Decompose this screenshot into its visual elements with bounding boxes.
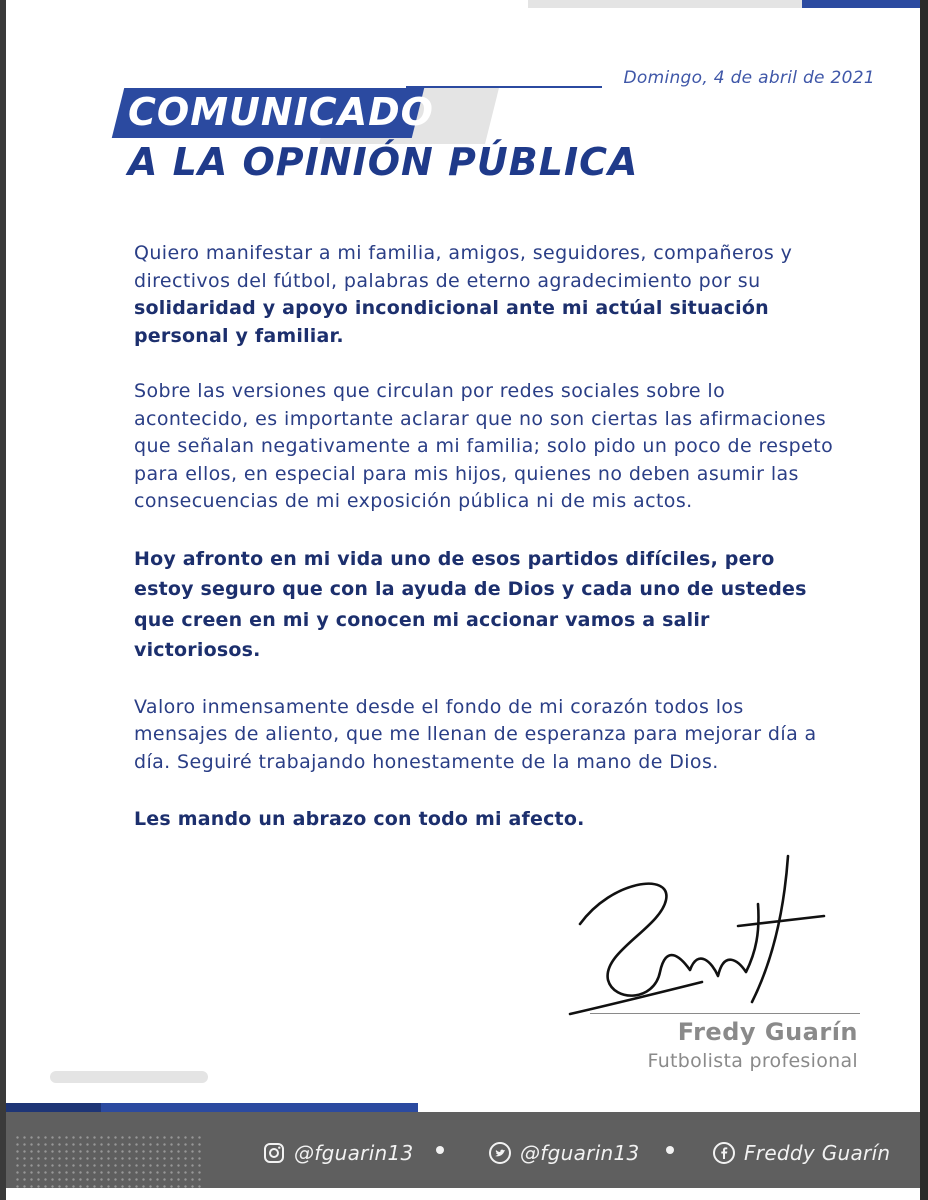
paragraph-1-bold: solidaridad y apoyo incondicional ante mi actúal situación personal y familiar. <box>134 297 769 347</box>
instagram-handle: @fguarin13 <box>294 1141 414 1165</box>
paragraph-1 <box>134 240 834 350</box>
top-decor-blue-bar <box>802 0 920 8</box>
document-date: Domingo, 4 de abril de 2021 <box>623 68 875 88</box>
screen-edge <box>920 0 928 1200</box>
closing-line: Les mando un abrazo con todo mi afecto. <box>134 808 585 830</box>
signature-line <box>590 1013 860 1014</box>
paragraph-1-regular: Quiero manifestar a mi familia, amigos, seguidores, compañeros y directivos del fútbol, palabras de eterno agradecimiento por su <box>134 242 793 292</box>
footer-separator <box>666 1146 674 1154</box>
bottom-decor-blue-bar <box>101 1103 418 1112</box>
dot-pattern <box>14 1134 204 1190</box>
facebook-name: Freddy Guarín <box>744 1141 891 1165</box>
footer-separator <box>436 1146 444 1154</box>
instagram-link[interactable] <box>262 1141 414 1165</box>
instagram-icon <box>262 1141 286 1165</box>
top-decor-grey-bar <box>528 0 802 8</box>
signer-name: Fredy Guarín <box>677 1018 858 1046</box>
twitter-handle: @fguarin13 <box>520 1141 640 1165</box>
twitter-link[interactable] <box>488 1141 640 1165</box>
facebook-link[interactable] <box>712 1141 890 1165</box>
paragraph-2: Sobre las versiones que circulan por redes sociales sobre lo acontecido, es importante aclarar que no son ciertas las afirmaciones que señalan negativamente a mi familia; solo pido un poco de respeto para ellos, en especial para mis hijos, quienes no deben asumir las consecuencias de mi exposición pública ni de mis actos. <box>134 380 834 512</box>
paragraph-4: Valoro inmensamente desde el fondo de mi corazón todos los mensajes de aliento, que me llenan de esperanza para mejorar día a día. Seguiré trabajando honestamente de la mano de Dios. <box>134 695 817 773</box>
statement-body <box>134 240 834 863</box>
twitter-icon <box>488 1141 512 1165</box>
signer-role: Futbolista profesional <box>647 1050 858 1072</box>
page-title: COMUNICADO <box>128 90 434 134</box>
press-release-page <box>6 0 920 1200</box>
bottom-decor-dark-bar <box>6 1103 101 1112</box>
decor-pill <box>50 1071 208 1083</box>
facebook-icon <box>712 1141 736 1165</box>
page-subtitle: A LA OPINIÓN PÚBLICA <box>128 140 639 184</box>
paragraph-3: Hoy afronto en mi vida uno de esos partidos difíciles, pero estoy seguro que con la ayuda de Dios y cada uno de ustedes que creen en mi y conocen mi accionar vamos a salir victoriosos. <box>134 547 807 661</box>
handwritten-signature <box>562 852 832 1022</box>
